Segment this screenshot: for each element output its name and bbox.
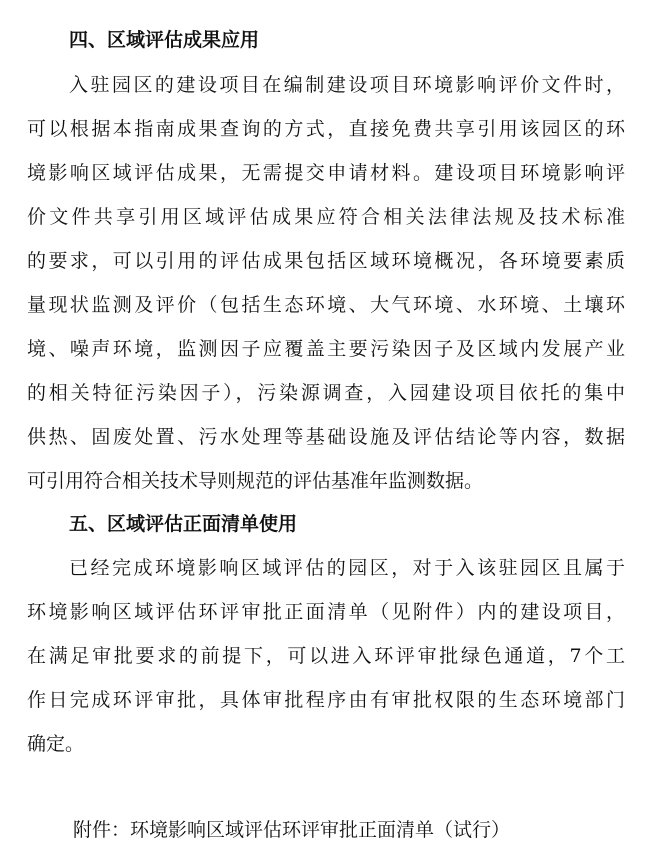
paragraph-line: 可以根据本指南成果查询的方式，直接免费共享引用该园区的环 — [27, 118, 625, 140]
section-heading: 四、区域评估成果应用 — [69, 29, 260, 51]
paragraph-line: 在满足审批要求的前提下，可以进入环评审批绿色通道，7个工 — [27, 645, 625, 667]
section-heading: 五、区域评估正面清单使用 — [69, 513, 298, 535]
paragraph-line: 可引用符合相关技术导则规范的评估基准年监测数据。 — [27, 470, 484, 492]
paragraph-line: 价文件共享引用区域评估成果应符合相关法律法规及技术标准 — [27, 206, 625, 228]
paragraph-line: 确定。 — [27, 733, 85, 755]
paragraph-line: 境影响区域评估成果，无需提交申请材料。建设项目环境影响评 — [27, 162, 625, 184]
attachment-note: 附件：环境影响区域评估环评审批正面清单（试行） — [73, 819, 511, 841]
paragraph-line: 境、噪声环境，监测因子应覆盖主要污染因子及区域内发展产业 — [27, 338, 625, 360]
paragraph-line: 的相关特征污染因子），污染源调查，入园建设项目依托的集中 — [27, 382, 625, 404]
paragraph-line: 量现状监测及评价（包括生态环境、大气环境、水环境、土壤环 — [27, 294, 625, 316]
paragraph-line: 供热、固废处置、污水处理等基础设施及评估结论等内容，数据 — [27, 426, 625, 448]
paragraph-line: 的要求，可以引用的评估成果包括区域环境概况，各环境要素质 — [27, 250, 625, 272]
paragraph-line: 环境影响区域评估环评审批正面清单（见附件）内的建设项目， — [27, 601, 625, 623]
paragraph-line: 已经完成环境影响区域评估的园区，对于入该驻园区且属于 — [69, 557, 625, 579]
paragraph-line: 入驻园区的建设项目在编制建设项目环境影响评价文件时， — [69, 74, 625, 96]
paragraph-line: 作日完成环评审批，具体审批程序由有审批权限的生态环境部门 — [27, 689, 625, 711]
